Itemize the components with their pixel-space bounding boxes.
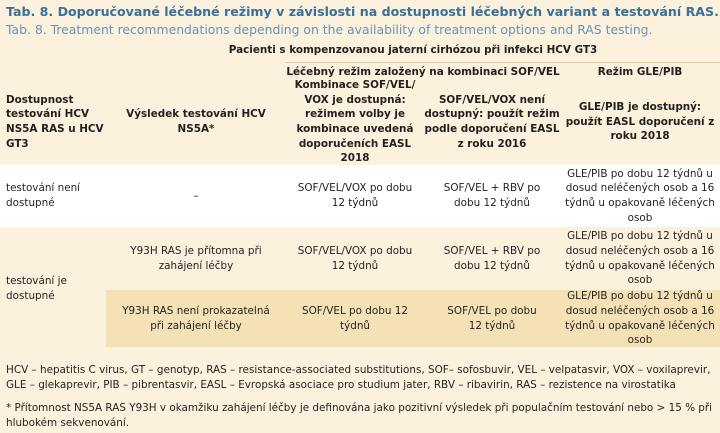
row3-gle-pib: GLE/PIB po dobu 12 týdnů u dosud neléčených osob a 16 týdnů u opakovaně léčených osob (560, 290, 720, 347)
header-col-result: Výsledek testování HCV NS5A* (126, 108, 266, 135)
row1-sof-vel-vox: SOF/VEL/VOX po dobu 12 týdnů (286, 165, 424, 227)
header-gle-pib-group: Režim GLE/PIB (597, 65, 683, 78)
header-gle-pib-available: GLE/PIB je dostupný: použít EASL doporučení z roku 2018 (565, 101, 715, 143)
row2-gle-pib: GLE/PIB po dobu 12 týdnů u dosud neléčených osob a 16 týdnů u opakovaně léčených osob (565, 230, 715, 287)
footnote-asterisk: * Přítomnost NS5A RAS Y93H v okamžiku zahájení léčby je definována jako pozitivní výsledek při populačním testování nebo > 15 % při hlubokém sekvenování. (6, 402, 713, 429)
header-sof-vel-group: Léčebný režim založený na kombinaci SOF/VEL (286, 65, 560, 78)
row1-sof-vel-rbv: SOF/VEL + RBV po dobu 12 týdnů (424, 165, 560, 227)
row2-testing: testování je dostupné (6, 274, 67, 302)
row1-gle-pib: GLE/PIB po dobu 12 týdnů u dosud neléčených osob a 16 týdnů u opakovaně léčených osob (560, 165, 720, 227)
row3-result: Y93H RAS není prokazatelná při zahájení léčby (106, 290, 286, 347)
header-col-testing: Dostupnost testování HCV NS5A RAS u HCV GT3 (6, 93, 104, 150)
row1-result: – (106, 165, 286, 227)
row2-result: Y93H RAS je přítomna při zahájení léčby (130, 244, 262, 272)
row3-sof-vel-rbv: SOF/VEL po dobu 12 týdnů (424, 290, 560, 347)
table-subtitle: Tab. 8. Treatment recommendations depending on the availability of treatment options and RAS testing. (6, 22, 653, 37)
row2-sof-vel-vox: SOF/VEL/VOX po dobu 12 týdnů (297, 244, 413, 272)
header-sof-vel-vox-available: Kombinace SOF/VEL/ VOX je dostupná: režimem volby je kombinace uvedená doporučeních EASL 2018 (294, 79, 416, 165)
header-group-title: Pacienti s kompenzovanou jaterní cirhózou při infekci HCV GT3 (228, 43, 598, 56)
row2-sof-vel-rbv: SOF/VEL + RBV po dobu 12 týdnů (443, 244, 541, 272)
footnote-abbreviations: HCV – hepatitis C virus, GT – genotyp, RAS – resistance-associated substitutions, SOF– sofosbuvir, VEL – velpatasvir, VOX – voxilaprevir, GLE – glekaprevir, PIB – pibrentasvir, EASL – Evropská asociace pro studium jater, RBV – ribavirin, RAS – rezistence na virostatika (6, 364, 711, 391)
header-sof-vel-vox-not-available: SOF/VEL/VOX není dostupný: použít režim podle doporučení EASL z roku 2016 (424, 93, 560, 150)
row1-testing: testování není dostupné (0, 165, 106, 227)
table-title: Tab. 8. Doporučované léčebné režimy v závislosti na dostupnosti léčebných variant a testování RAS. (6, 4, 719, 19)
row3-sof-vel-vox: SOF/VEL po dobu 12 týdnů (286, 290, 424, 347)
